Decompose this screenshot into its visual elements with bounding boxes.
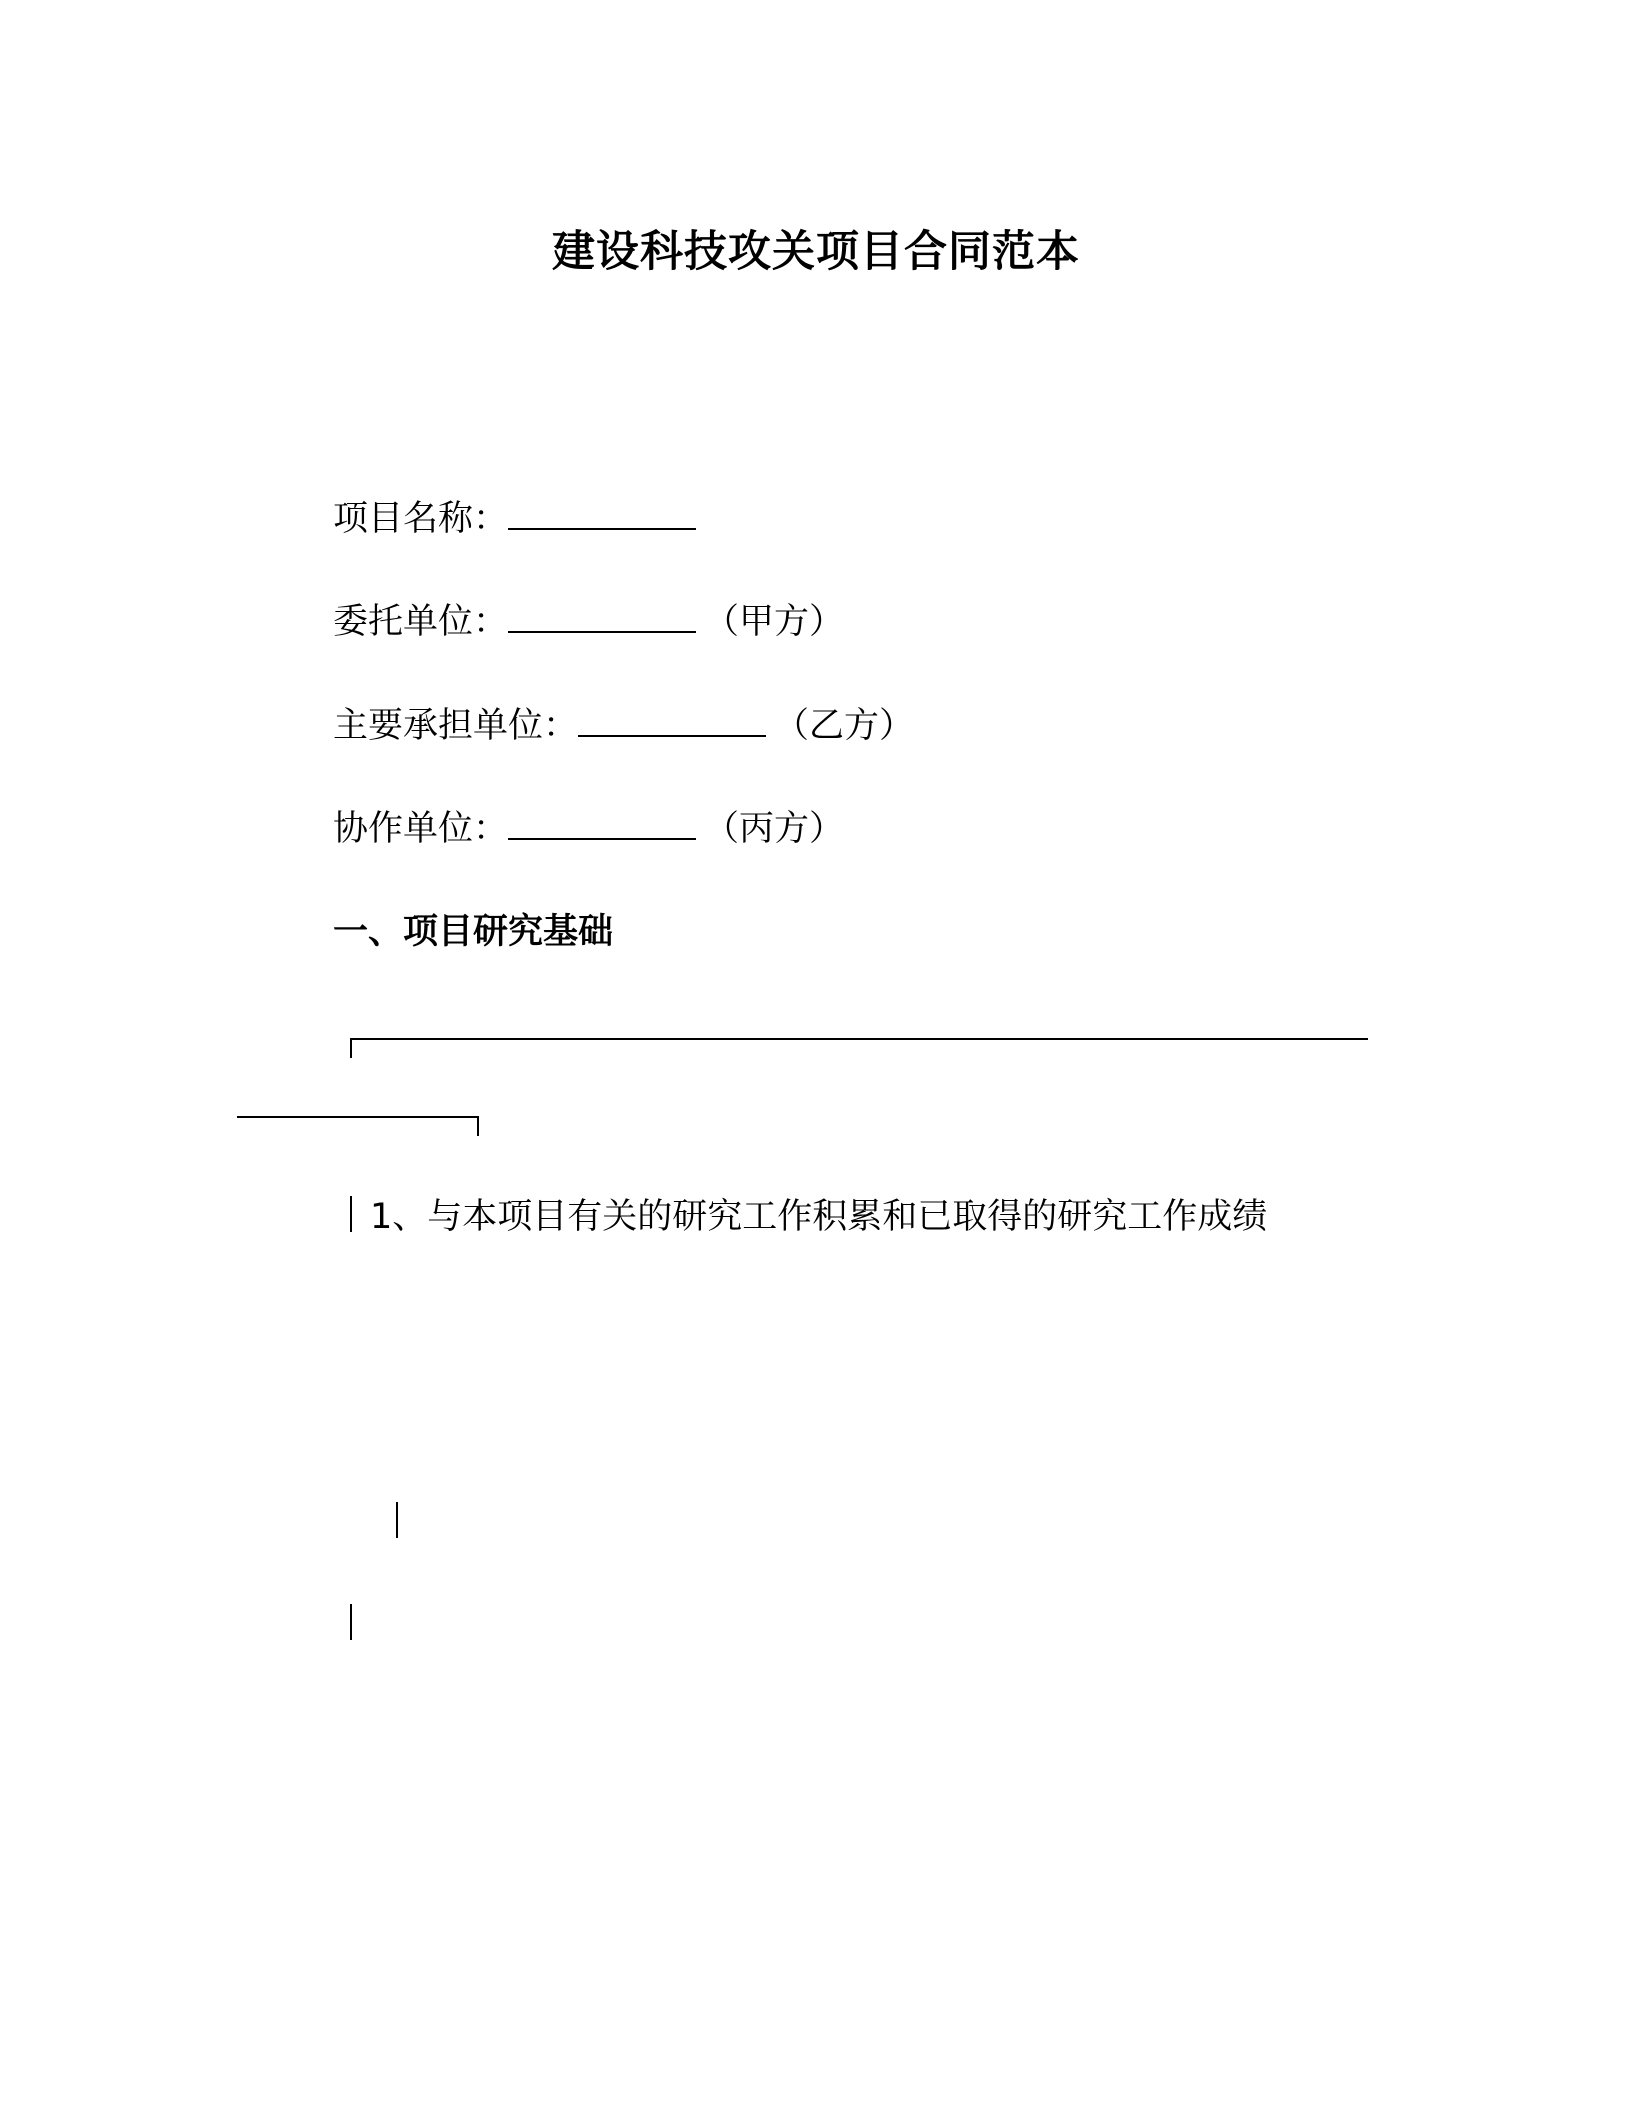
document-title: 建设科技攻关项目合同范本 [552, 227, 1080, 277]
table-corner-left [350, 1038, 352, 1058]
table-cell-border [350, 1196, 352, 1232]
field-suffix: （丙方） [704, 809, 845, 849]
field-suffix: （乙方） [774, 706, 915, 746]
field-suffix: （甲方） [704, 602, 845, 642]
blank-line [508, 601, 696, 633]
blank-line [578, 705, 766, 737]
field-client [333, 597, 844, 647]
field-project-name [333, 494, 704, 544]
section-heading: 一、项目研究基础 [333, 912, 614, 952]
blank-line [508, 808, 696, 840]
field-main-contractor [333, 701, 914, 751]
field-label: 协作单位： [333, 809, 509, 849]
table-cell-border [396, 1502, 398, 1538]
table-cell-border [350, 1604, 352, 1640]
subsection-heading: 1、与本项目有关的研究工作积累和已取得的研究工作成绩 [370, 1197, 1268, 1237]
field-label: 委托单位： [333, 602, 509, 642]
table-inner-border [237, 1116, 479, 1118]
field-label: 主要承担单位： [333, 706, 579, 746]
table-top-border [350, 1038, 1368, 1040]
field-label: 项目名称： [333, 499, 509, 539]
blank-line [508, 498, 696, 530]
table-corner-right [477, 1116, 479, 1136]
field-collaborator [333, 804, 844, 854]
